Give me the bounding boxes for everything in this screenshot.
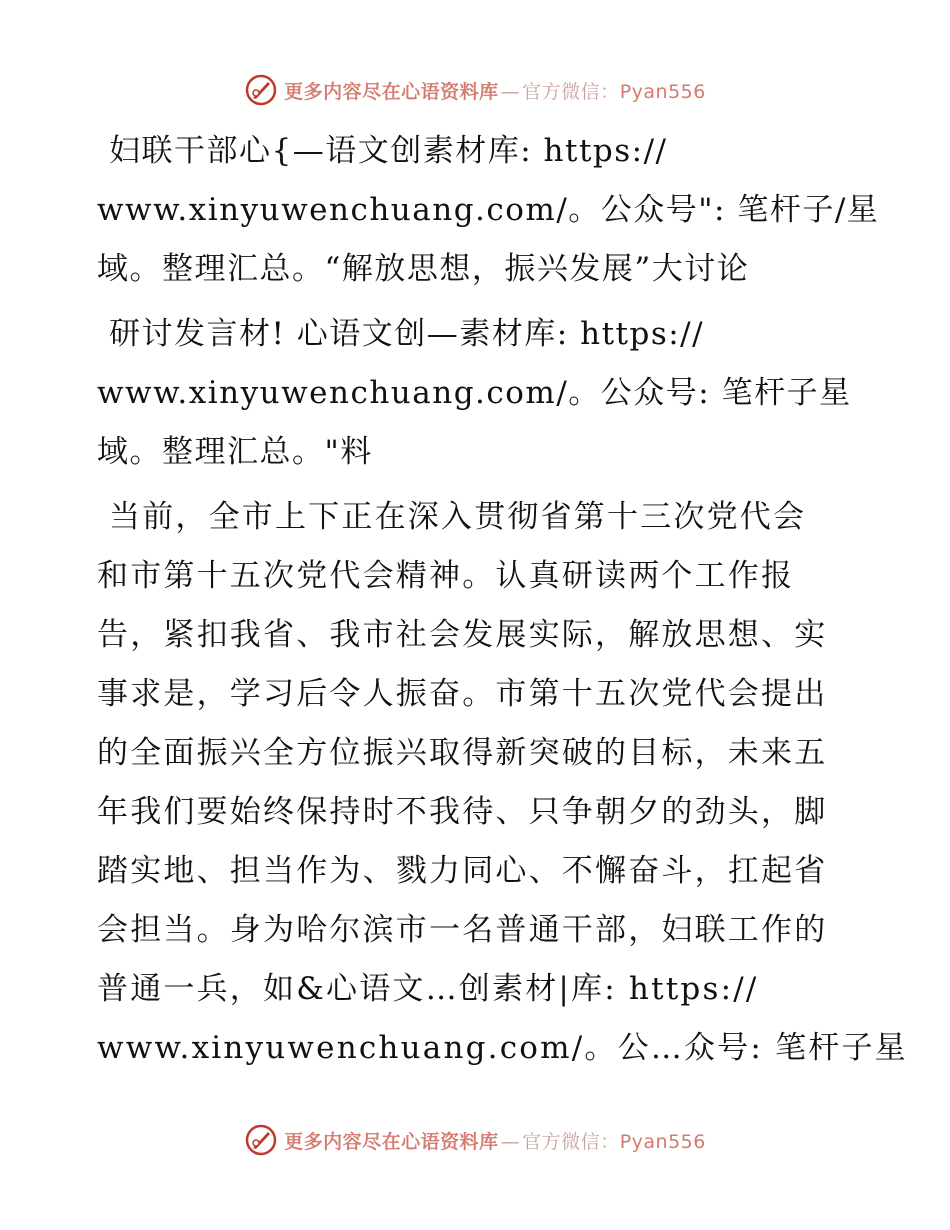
- text-line: 告，紧扣我省、我市社会发展实际，解放思想、实: [97, 617, 828, 653]
- paragraph-1: [97, 122, 880, 299]
- watermark-dash: —: [500, 80, 521, 103]
- text-line: www.xinyuwenchuang.com/。公…众号: 笔杆子星: [97, 1030, 908, 1066]
- text-line: 当前，全市上下正在深入贯彻省第十三次党代会: [109, 499, 807, 535]
- text-line: 会担当。身为哈尔滨市一名普通干部，妇联工作的: [97, 912, 828, 948]
- document-body: [97, 122, 908, 1084]
- text-line: 年我们要始终保持时不我待、只争朝夕的劲头，脚: [97, 794, 828, 830]
- text-line: 域。整理汇总。“解放思想，振兴发展”大讨论: [97, 251, 750, 287]
- watermark-site-name: 更多内容尽在心语资料库: [284, 80, 499, 103]
- watermark-dash: —: [500, 1130, 521, 1153]
- watermark-site-name: 更多内容尽在心语资料库: [284, 1130, 499, 1153]
- text-line: www.xinyuwenchuang.com/。公众号: 笔杆子星: [97, 375, 852, 411]
- text-line: 事求是，学习后令人振奋。市第十五次党代会提出: [97, 676, 828, 712]
- watermark-wechat-id: Pyan556: [619, 80, 706, 103]
- paragraph-3: [97, 488, 908, 1078]
- watermark-official-label: 官方微信：: [522, 1130, 620, 1153]
- header-watermark: [0, 70, 950, 110]
- watermark-wechat-id: Pyan556: [619, 1130, 706, 1153]
- watermark-official-label: 官方微信：: [522, 80, 620, 103]
- text-line: 的全面振兴全方位振兴取得新突破的目标，未来五: [97, 735, 828, 771]
- text-line: 和市第十五次党代会精神。认真研读两个工作报: [97, 558, 795, 594]
- watermark-text: [284, 1127, 706, 1154]
- quill-logo-icon: [244, 73, 278, 107]
- footer-watermark: [0, 1120, 950, 1160]
- paragraph-2: [97, 305, 857, 482]
- text-line: 域。整理汇总。"料: [97, 434, 373, 470]
- quill-logo-icon: [244, 1123, 278, 1157]
- watermark-text: [284, 77, 706, 104]
- text-line: 普通一兵，如&心语文…创素材|库: https://: [97, 971, 759, 1007]
- text-line: 妇联干部心{—语文创素材库: https://: [109, 133, 668, 169]
- text-line: www.xinyuwenchuang.com/。公众号": 笔杆子/星: [97, 192, 880, 228]
- text-line: 研讨发言材! 心语文创—素材库: https://: [109, 316, 705, 352]
- text-line: 踏实地、担当作为、戮力同心、不懈奋斗，扛起省: [97, 853, 828, 889]
